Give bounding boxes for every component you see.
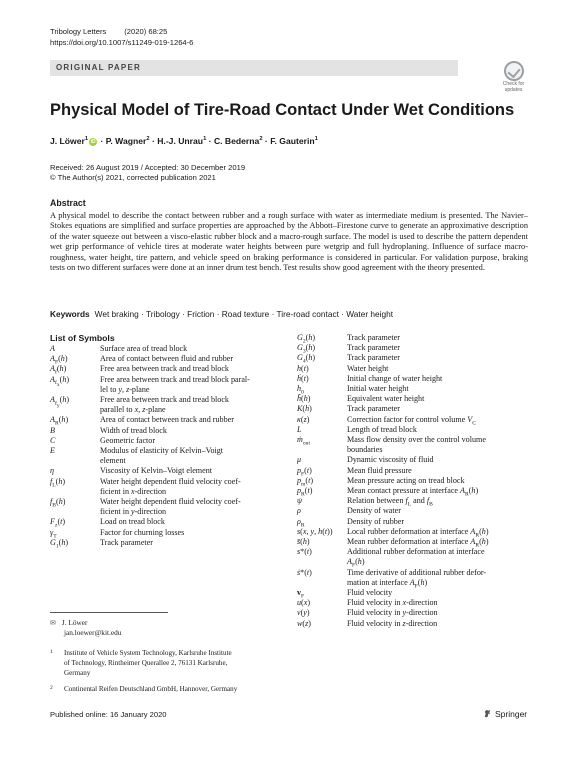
symbol: $A_F(h)$ (50, 354, 68, 366)
orcid-icon[interactable]: iD (90, 139, 96, 145)
symbol-description: Dynamic viscosity of fluid (347, 455, 434, 465)
symbol-description: Initial change of water height (347, 373, 443, 383)
author-separator: · (262, 136, 271, 146)
author-affiliation-mark: 2 (146, 136, 150, 143)
symbol-description: Length of tread block (347, 424, 417, 434)
symbol-description: Water height dependent fluid velocity coef- (100, 497, 241, 506)
symbol: $G_1(h)$ (50, 537, 69, 550)
symbol-description: Mass flow density over the control volume (347, 435, 486, 444)
symbol-description: Local rubber deformation at interface $A_R(h)$ (347, 526, 489, 539)
symbol-description: Density of rubber (347, 516, 405, 526)
symbol: μ (297, 455, 302, 465)
corresponding-author (50, 618, 121, 638)
author-separator: · (98, 136, 106, 146)
symbol: C (50, 435, 56, 445)
contact-name: J. Löwer (61, 618, 88, 627)
journal-line (50, 27, 167, 37)
symbol: $\rho_R$ (297, 516, 305, 529)
symbol-description: Track parameter (347, 333, 400, 342)
symbol: $A_R(h)$ (50, 415, 69, 427)
symbol: K(h) (297, 404, 312, 414)
symbol: ṡ*(t) (297, 567, 312, 577)
symbol: η (50, 466, 55, 476)
publisher-name: Springer (495, 709, 528, 719)
symbol-description: Surface area of tread block (100, 344, 188, 353)
symbol: κ(z) (297, 414, 310, 424)
author-affiliation-mark: 1 (203, 136, 207, 143)
article-type-banner: ORIGINAL PAPER (50, 60, 458, 76)
symbol: $h_0$ (297, 384, 304, 396)
symbol-description: Mean rubber deformation at interface $A_R(h)$ (347, 537, 489, 549)
author-name[interactable]: H.-J. Unrau (157, 136, 204, 146)
symbol-description: Load on tread block (100, 517, 165, 527)
symbol-description: element (100, 456, 126, 466)
check-updates-icon (504, 61, 524, 81)
symbols-heading: List of Symbols (50, 333, 115, 343)
received-accepted: Received: 26 August 2019 / Accepted: 30 December 2019 (50, 163, 246, 172)
envelope-icon: ✉ (50, 619, 56, 627)
affiliation-text: Continental Reifen Deutschland GmbH, Hannover, Germany (64, 685, 238, 693)
symbol-description: Equivalent water height (347, 394, 425, 404)
symbol: ṁ$_{out}$ (297, 435, 311, 447)
author-affiliation-mark: 2 (259, 136, 263, 143)
keywords-list: Wet braking · Tribology · Friction · Road texture · Tire-road contact · Water height (94, 309, 393, 319)
symbol-description: ficient in y-direction (100, 507, 167, 517)
affiliation-number: 2 (50, 685, 53, 691)
symbol-description: Track parameter (347, 353, 400, 363)
symbol: ρ (297, 506, 301, 516)
symbol: $p_m(t)$ (297, 475, 314, 488)
symbol-description: Fluid velocity in x-direction (347, 598, 438, 608)
symbol-description: Area of contact between track and rubber (100, 415, 234, 425)
symbol-description: Fluid velocity in z-direction (347, 618, 438, 628)
check-updates-label-1: Check for (502, 81, 525, 87)
symbol-description: lel to y, z-plane (100, 384, 150, 394)
symbol-description: Free area between track and tread block (100, 364, 229, 374)
symbol: A (50, 344, 55, 353)
symbol-description: Density of water (347, 506, 401, 516)
symbol: $v_F$ (297, 588, 305, 600)
symbol: s(x, y, h(t)) (297, 526, 333, 536)
symbol-description: Mean contact pressure at interface $A_R(h)$ (347, 486, 479, 498)
keywords-line (50, 309, 393, 319)
symbol-description: Correction factor for control volume $V_C$ (347, 414, 476, 427)
symbol-description: Track parameter (100, 537, 153, 547)
symbol-description: Track parameter (347, 343, 400, 353)
symbol-description: Width of tread block (100, 425, 167, 435)
author-name[interactable]: C. Bederna (213, 136, 260, 146)
symbol: $G_2(h)$ (297, 333, 316, 345)
symbol-description: Fluid velocity (347, 588, 393, 597)
copyright-line: © The Author(s) 2021, corrected publication 2021 (50, 173, 216, 182)
check-for-updates-badge[interactable] (497, 61, 530, 94)
affiliation-text: Institute of Vehicle System Technology, Karlsruhe Institute of Technology, Rintheimer Querallee 2, 76131 Karlsruhe, Germany (64, 649, 232, 677)
symbol: $A_{f_x}(h)$ (50, 374, 70, 389)
footnote-rule (50, 612, 168, 613)
symbol: ψ (297, 496, 303, 506)
journal-volume: (2020) 68:25 (124, 27, 168, 36)
doi-link[interactable]: https://doi.org/10.1007/s11249-019-1264-6 (50, 38, 194, 47)
affiliation-number: 1 (50, 649, 53, 655)
symbol: $\gamma_T$ (50, 527, 57, 540)
published-online: Published online: 16 January 2020 (50, 710, 167, 719)
symbol-description: Mean pressure acting on tread block (347, 475, 465, 485)
symbol-description: Geometric factor (100, 435, 156, 445)
symbol-description: Track parameter (347, 404, 400, 414)
symbol-description: Initial water height (347, 384, 409, 393)
symbol-description: Fluid velocity in y-direction (347, 608, 438, 618)
symbol-description: Factor for churning losses (100, 527, 185, 537)
symbol: L (297, 424, 302, 434)
author-name[interactable]: F. Gauterin (270, 136, 315, 146)
keywords-label: Keywords (50, 309, 90, 319)
article-dates (50, 163, 245, 183)
symbol-description: boundaries (347, 445, 383, 455)
author-name[interactable]: J. Löwer (50, 136, 85, 146)
symbol: E (50, 446, 55, 455)
symbol: h(t) (297, 363, 309, 373)
symbol-description: Additional rubber deformation at interface (347, 547, 485, 557)
symbol: $p_R(t)$ (297, 486, 313, 498)
author-name[interactable]: P. Wagner (105, 136, 147, 146)
symbol: $G_3(h)$ (297, 343, 316, 355)
symbol-description: ficient in x-direction (100, 486, 167, 496)
symbol: $G_4(h)$ (297, 353, 316, 365)
author-separator: · (206, 136, 214, 146)
springer-horse-icon (483, 709, 492, 718)
symbol-description: Relation between $f_L$ and $f_B$ (347, 496, 433, 508)
publisher-logo (483, 709, 527, 719)
author-separator: · (149, 136, 158, 146)
symbol-description: Free area between track and tread block (100, 395, 229, 404)
symbol: u(x) (297, 598, 311, 608)
symbol: $f_L(h)$ (50, 476, 66, 489)
author-list (50, 136, 318, 146)
symbol-description: Modulus of elasticity of Kelvin–Voigt (100, 446, 224, 455)
symbol: $F_z(t)$ (50, 517, 66, 529)
journal-name: Tribology Letters (50, 27, 107, 36)
symbol: v(y) (297, 608, 310, 618)
symbol-description: Area of contact between fluid and rubber (100, 354, 234, 364)
check-updates-label-2: updates (504, 87, 523, 93)
symbol-description: parallel to x, z-plane (100, 405, 166, 415)
symbol: s̄(h) (297, 537, 310, 546)
symbol-description: Viscosity of Kelvin–Voigt element (100, 466, 212, 476)
symbol: $f_B(h)$ (50, 497, 66, 509)
symbol-description: Water height dependent fluid velocity coef- (100, 476, 241, 486)
author-affiliation-mark: 1 (314, 136, 318, 143)
contact-email[interactable]: jan.loewer@kit.edu (64, 628, 122, 637)
symbol: $A_f(h)$ (50, 364, 67, 376)
abstract-heading: Abstract (50, 198, 86, 208)
symbol: ḣ(t) (297, 373, 309, 383)
symbol: h̃(h) (297, 394, 311, 404)
symbol-description: mation at interface $A_F(h)$ (347, 577, 428, 590)
symbol: w(z) (297, 618, 311, 628)
symbol-description: Mean fluid pressure (347, 465, 412, 475)
symbol: $p_F(t)$ (297, 465, 312, 478)
author-affiliation-mark: 1 (84, 136, 89, 143)
symbol-description: $A_F(h)$ (347, 557, 365, 569)
article-title: Physical Model of Tire-Road Contact Under Wet Conditions (50, 101, 515, 119)
symbol-description: Time derivative of additional rubber defor- (347, 567, 487, 577)
symbol: B (50, 425, 55, 435)
symbol-description: Free area between track and tread block paral- (100, 374, 250, 384)
symbol: s*(t) (297, 547, 312, 557)
abstract-body: A physical model to describe the contact between rubber and a rough surface with water as intermediate medium is presented. The Navier–Stokes equations are simplified and surface properties are approached by the Abbott–Firestone curve to generate an approximative description of the water squeeze out between a visco-elastic rubber block and a macro-rough surface. The model is used to describe the pattern dependent wet grip performance of vehicle tires at moderate water heights between pure wetgrip and full hydroplaning. Influence of surface macro-roughness, water height, tire pattern, and vehicle speed on braking performance is considered in particular. For validation purpose, braking tests on two different surfaces were done at an inner drum test bench. Test results show good agreement with the theory presented. (50, 211, 528, 273)
symbol: $A_{f_y}(h)$ (50, 395, 70, 409)
symbol-description: Water height (347, 363, 389, 373)
